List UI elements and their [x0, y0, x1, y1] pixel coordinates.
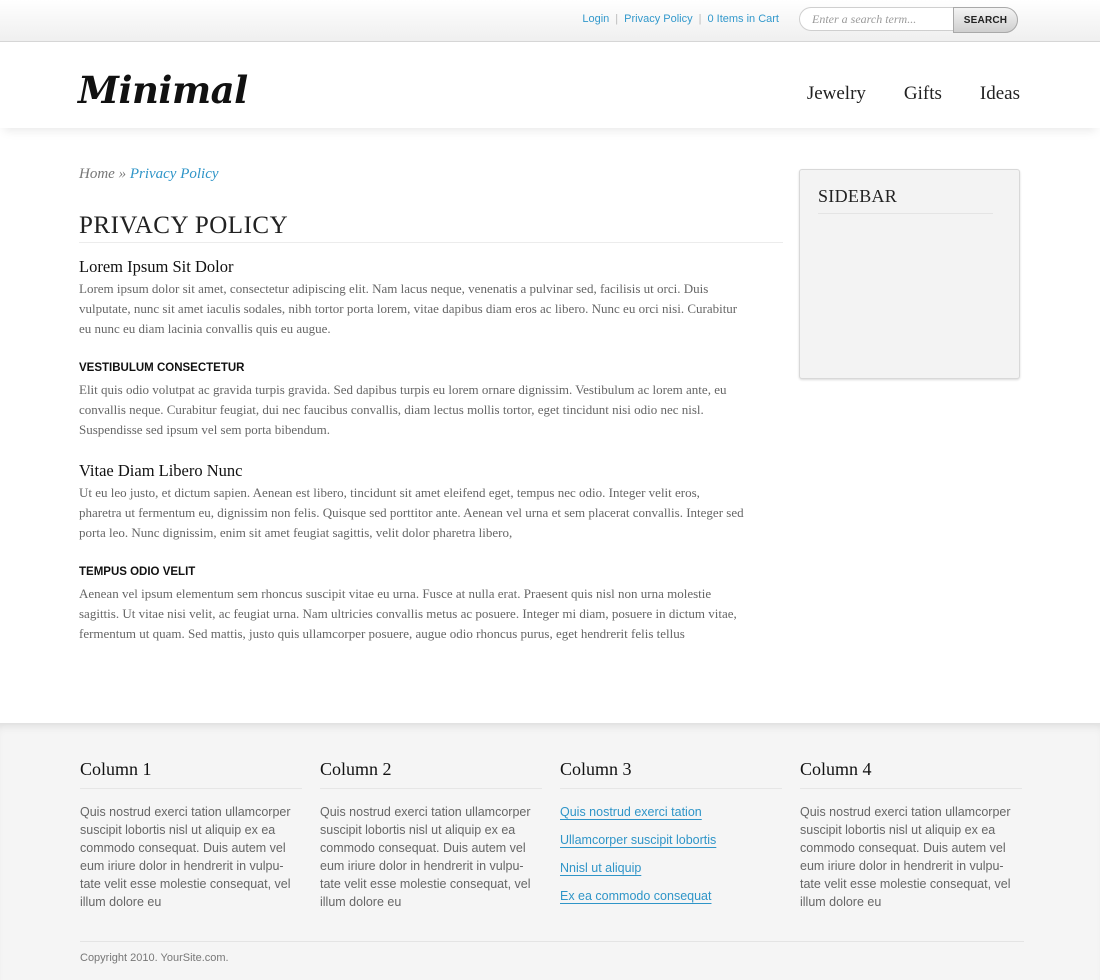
footer-link[interactable]: Ex ea commodo consequat — [560, 889, 712, 903]
nav-ideas[interactable]: Ideas — [979, 83, 1020, 104]
content-section — [79, 256, 744, 339]
footer-column-3 — [560, 759, 782, 915]
section-heading: VESTIBULUM CONSECTETUR — [79, 362, 245, 374]
footer-column-title: Column 3 — [560, 759, 782, 789]
link-separator: | — [698, 13, 702, 25]
breadcrumb-home[interactable]: Home — [79, 166, 115, 182]
footer-column-text: Quis nostrud exerci tation ullamcorper suscipit lobortis nisl ut aliquip ex ea commodo consequat. Duis autem vel eum iriure dolor in hendrerit in vulpu-tate velit esse molestie consequat, vel illum dolore eu — [800, 805, 1011, 909]
sidebar — [799, 169, 1020, 379]
footer-link-list — [560, 803, 782, 905]
site-logo[interactable]: Minimal — [78, 68, 248, 112]
list-item — [560, 887, 782, 905]
footer-link[interactable]: Nnisl ut aliquip — [560, 861, 642, 875]
section-body: Lorem ipsum dolor sit amet, consectetur adipiscing elit. Nam lacus neque, venenatis a pulvinar sed, facilisis ut orci. Duis vulputate, nunc sit amet iaculis sodales, nibh tortor porta lorem, vitae dapibus diam eros ac libero. Nunc eu orci nisi. Curabitur eu nunc eu diam lacinia convallis quis eu augue. — [79, 281, 738, 336]
site-footer — [0, 723, 1100, 980]
footer-column-text: Quis nostrud exerci tation ullamcorper suscipit lobortis nisl ut aliquip ex ea commodo consequat. Duis autem vel eum iriure dolor in hendrerit in vulpu-tate velit esse molestie consequat, vel illum dolore eu — [320, 805, 531, 909]
site-header — [0, 42, 1100, 128]
section-body: Ut eu leo justo, et dictum sapien. Aenean est libero, tincidunt sit amet eleifend eget, tempus nec odio. Integer velit eros, pharetra ut fermentum eu, dignissim non felis. Quisque sed porttitor ante. Aenean vel urna et sem placerat convallis. Integer sed porta leo. Nunc dignissim, enim sit amet feugiat sagittis, velit dolor pharetra libero, — [79, 485, 744, 540]
breadcrumb — [79, 166, 219, 183]
footer-column-1 — [80, 759, 302, 911]
footer-column-2 — [320, 759, 542, 911]
main-nav — [807, 83, 1020, 105]
section-heading: Vitae Diam Libero Nunc — [79, 461, 243, 480]
nav-gifts[interactable]: Gifts — [903, 83, 942, 104]
section-heading: TEMPUS ODIO VELIT — [79, 566, 196, 578]
footer-column-text: Quis nostrud exerci tation ullamcorper suscipit lobortis nisl ut aliquip ex ea commodo consequat. Duis autem vel eum iriure dolor in hendrerit in vulpu-tate velit esse molestie consequat, vel illum dolore eu — [80, 805, 291, 909]
list-item — [560, 859, 782, 877]
section-body: Elit quis odio volutpat ac gravida turpis gravida. Sed dapibus turpis eu lorem ornare dignissim. Vestibulum ac lorem ante, eu convallis neque. Curabitur feugiat, dui nec faucibus convallis, diam lectus mollis tortor, eget tincidunt nisi odio nec nisl. Suspendisse sed ipsum vel sem porta bibendum. — [79, 382, 727, 437]
link-separator: | — [615, 13, 619, 25]
content-section — [79, 460, 744, 543]
cart-link[interactable]: 0 Items in Cart — [707, 13, 779, 25]
footer-link[interactable]: Ullamcorper suscipit lobortis — [560, 833, 717, 847]
footer-column-4 — [800, 759, 1022, 911]
content-section — [79, 359, 744, 440]
copyright: Copyright 2010. YourSite.com. — [80, 941, 1024, 964]
utility-links — [582, 13, 779, 25]
main-content — [79, 256, 744, 664]
breadcrumb-separator: » — [118, 166, 127, 182]
search-input[interactable] — [799, 7, 953, 31]
content-section — [79, 563, 744, 644]
footer-column-title: Column 4 — [800, 759, 1022, 789]
footer-column-title: Column 2 — [320, 759, 542, 789]
footer-link[interactable]: Quis nostrud exerci tation — [560, 805, 702, 819]
search-button[interactable]: SEARCH — [953, 7, 1018, 33]
list-item — [560, 803, 782, 821]
section-heading: Lorem Ipsum Sit Dolor — [79, 257, 234, 276]
breadcrumb-current[interactable]: Privacy Policy — [129, 166, 219, 182]
privacy-policy-link[interactable]: Privacy Policy — [624, 13, 693, 25]
page-title: PRIVACY POLICY — [79, 212, 783, 243]
section-body: Aenean vel ipsum elementum sem rhoncus suscipit vitae eu urna. Fusce at nulla erat. Praesent quis nisl non urna molestie sagittis. Ut vitae nisi velit, ac feugiat urna. Nam ultricies convallis metus ac posuere. Integer mi diam, posuere in dictum vitae, fermentum ut quam. Sed mattis, justo quis ullamcorper posuere, augue odio rhoncus purus, eget hendrerit felis tellus — [79, 586, 737, 641]
sidebar-title: SIDEBAR — [818, 186, 993, 214]
nav-jewelry[interactable]: Jewelry — [806, 83, 866, 104]
footer-column-title: Column 1 — [80, 759, 302, 789]
search-form — [799, 7, 1019, 33]
login-link[interactable]: Login — [582, 13, 610, 25]
list-item — [560, 831, 782, 849]
top-bar — [0, 0, 1100, 42]
